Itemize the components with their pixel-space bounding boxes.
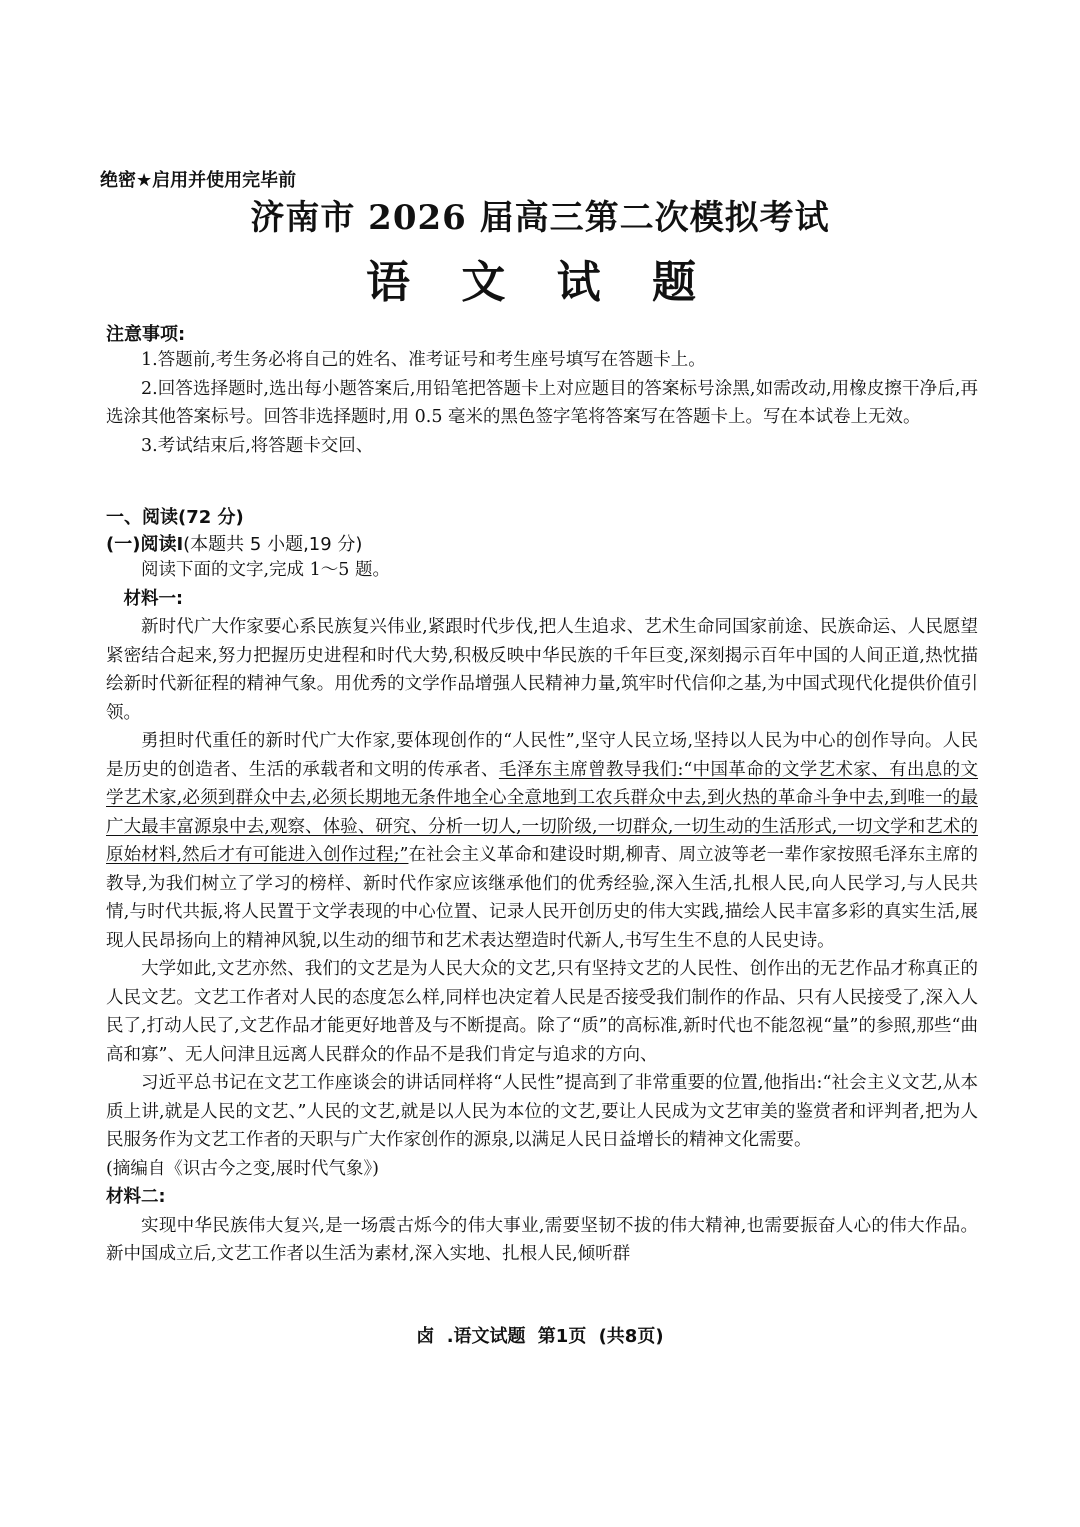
material-1-paragraph-1: 新时代广大作家要心系民族复兴伟业,紧跟时代步伐,把人生追求、艺术生命同国家前途、民族命运、人民愿望紧密结合起来,努力把握历史进程和时代大势,积极反映中华民族的千年巨变,深刻揭示百年中国的人间正道,热忱描绘新时代新征程的精神气象。用优秀的文学作品增强人民精神力量,筑牢时代信仰之基,为中国式现代化提供价值引领。: [106, 617, 978, 723]
notice-heading: 注意事项:: [106, 324, 186, 345]
paragraph-2-lead: 勇担时代重任的新时代广大作家,要体现创作的“人民性”,坚守人民立场,坚持以人民为中心的创作导向。人民是历史的创造者、生活的承载者和文明的传承者、: [106, 731, 978, 780]
material-1-paragraph-2: [106, 727, 978, 955]
paragraph-2-tail: 在社会主义革命和建设时期,柳青、周立波等老一辈作家按照毛泽东主席的教导,为我们树立了学习的榜样、新时代作家应该继承他们的优秀经验,深入生活,扎根人民,向人民学习,与人民共情,与时代共振,将人民置于文学表现的中心位置、记录人民开创历史的伟大实践,描绘人民丰富多彩的真实生活,展现人民昂扬向上的精神风貌,以生动的细节和艺术表达塑造时代新人,书写生生不息的人民史诗。: [106, 845, 979, 951]
subject-title: 语 文 试 题: [366, 257, 714, 308]
confidential-label: 绝密★启用并使用完毕前: [100, 170, 297, 191]
material-1-paragraph-3: 大学如此,文艺亦然、我们的文艺是为人民大众的文艺,只有坚持文艺的人民性、创作出的无艺作品才称真正的人民文艺。文艺工作者对人民的态度怎么样,同样也决定着人民是否接受我们制作的作品、只有人民接受了,深入人民了,打动人民了,文艺作品才能更好地普及与不断提高。除了“质”的高标准,新时代也不能忽视“量”的参照,那些“曲高和寡”、无人问津且远离人民群众的作品不是我们肯定与追求的方向、: [106, 959, 978, 1065]
material-2-paragraph-1: 实现中华民族伟大复兴,是一场震古烁今的伟大事业,需要坚韧不拔的伟大精神,也需要振奋人心的伟大作品。新中国成立后,文艺工作者以生活为素材,深入实地、扎根人民,倾听群: [106, 1215, 978, 1264]
page-footer: 卤 .语文试题 第1页 (共8页): [416, 1326, 664, 1347]
material-2-label: 材料二:: [106, 1187, 166, 1207]
notice-item-3: 3.考试结束后,将答题卡交回、: [141, 435, 374, 456]
exam-title: 济南市 2026 届高三第二次模拟考试: [250, 198, 830, 238]
notice-item-2: 2.回答选择题时,选出每小题答案后,用铅笔把答题卡上对应题目的答案标号涂黑,如需改动,用橡皮擦干净后,再选涂其他答案标号。回答非选择题时,用 0.5 毫米的黑色签字笔将答案写在答题卡上。写在本试卷上无效。: [106, 378, 978, 427]
material-1-source: (摘编自《识古今之变,展时代气象》): [106, 1158, 379, 1179]
notice-body: [106, 346, 978, 460]
section-heading: 一、阅读(72 分): [106, 507, 244, 528]
notice-item-1: 1.答题前,考生务必将自己的姓名、准考证号和考生座号填写在答题卡上。: [141, 350, 706, 370]
subsection-heading: [106, 530, 362, 556]
reading-passage: [106, 556, 978, 1269]
reading-instruction: 阅读下面的文字,完成 1～5 题。: [141, 560, 390, 580]
material-1-paragraph-4: 习近平总书记在文艺工作座谈会的讲话同样将“人民性”提高到了非常重要的位置,他指出:“社会主义文艺,从本质上讲,就是人民的文艺、”人民的文艺,就是以人民为本位的文艺,要让人民成为文艺审美的鉴赏者和评判者,把为人民服务作为文艺工作者的天职与广大作家创作的源泉,以满足人民日益增长的精神文化需要。: [106, 1073, 978, 1150]
underlined-quotation: 毛泽东主席曾教导我们:“中国革命的文学艺术家、有出息的文学艺术家,必须到群众中去,必须长期地无条件地全心全意地到工农兵群众中去,到火热的革命斗争中去,到唯一的最广大最丰富源泉中去,观察、体验、研究、分析一切人,一切阶级,一切群众,一切生动的生活形式,一切文学和艺术的原始材料,然后才有可能进入创作过程;”: [106, 759, 979, 865]
material-1-label: 材料一:: [123, 588, 183, 609]
subsection-title: (一)阅读Ⅰ: [106, 534, 184, 555]
subsection-note: (本题共 5 小题,19 分): [183, 534, 363, 555]
